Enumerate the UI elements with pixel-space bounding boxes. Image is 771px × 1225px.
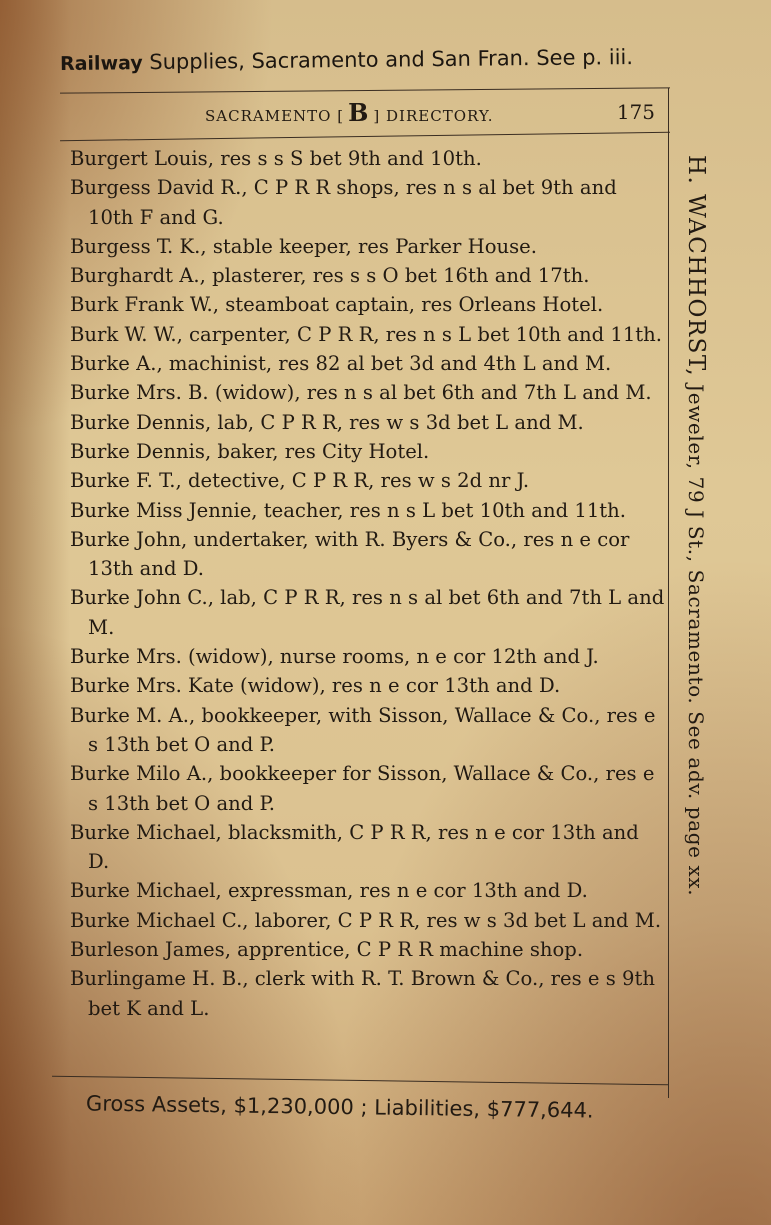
directory-entry: Burke A., machinist, res 82 al bet 3d and 4th L and M. — [70, 352, 612, 376]
directory-entry: Burlingame H. B., clerk with R. T. Brown & Co., res e s 9th bet K and L. — [70, 967, 655, 1020]
directory-entry: Burke Michael C., laborer, C P R R, res w s 3d bet L and M. — [70, 908, 662, 932]
top-advertisement-text: Supplies, Sacramento and San Fran. See p. iii. — [142, 45, 634, 75]
directory-entry: Burke Milo A., bookkeeper for Sisson, Wallace & Co., res e s 13th bet O and P. — [70, 762, 655, 815]
directory-entry: Burke M. A., bookkeeper, with Sisson, Wallace & Co., res e s 13th bet O and P. — [70, 703, 656, 756]
directory-entry: Burke Mrs. Kate (widow), res n e cor 13th and D. — [70, 674, 561, 698]
running-head-title: DIRECTORY. — [386, 107, 494, 125]
directory-entry: Burghardt A., plasterer, res s s O bet 16th and 17th. — [70, 264, 590, 288]
running-head-city: SACRAMENTO — [205, 107, 332, 125]
directory-entry: Burke Mrs. (widow), nurse rooms, n e cor 12th and J. — [70, 645, 599, 669]
side-advertisement-text: Jeweler, 79 J St., Sacramento. See adv. page xx. — [684, 377, 708, 897]
running-head-letter: B — [348, 98, 370, 127]
directory-entry: Burke Dennis, baker, res City Hotel. — [70, 439, 430, 463]
running-head-bracket-close: ] — [373, 107, 381, 125]
top-advertisement-first-word: Railway — [59, 52, 143, 75]
directory-entry: Burk Frank W., steamboat captain, res Orleans Hotel. — [70, 293, 604, 317]
directory-entries — [70, 144, 665, 1023]
directory-entry: Burgert Louis, res s s S bet 9th and 10th. — [70, 147, 482, 170]
running-head-bracket-open: [ — [337, 107, 345, 125]
directory-entry: Burke Mrs. B. (widow), res n s al bet 6th and 7th L and M. — [70, 381, 652, 405]
directory-entry: Burgess David R., C P R R shops, res n s al bet 9th and 10th F and G. — [70, 176, 617, 229]
directory-entry: Burke Miss Jennie, teacher, res n s L bet 10th and 11th. — [70, 498, 627, 522]
directory-entry: Burke Michael, blacksmith, C P R R, res n e cor 13th and D. — [70, 820, 639, 874]
directory-entry: Burgess T. K., stable keeper, res Parker House. — [70, 234, 537, 258]
directory-entry: Burke Dennis, lab, C P R R, res w s 3d bet L and M. — [70, 410, 584, 434]
directory-entry: Burke F. T., detective, C P R R, res w s 2d nr J. — [70, 469, 530, 493]
side-advertisement — [676, 155, 716, 1045]
directory-entry: Burke John C., lab, C P R R, res n s al bet 6th and 7th L and M. — [70, 586, 665, 639]
directory-entry: Burleson James, apprentice, C P R R machine shop. — [70, 938, 584, 962]
directory-entry: Burke John, undertaker, with R. Byers & Co., res n e cor 13th and D. — [70, 527, 630, 581]
top-advertisement-line — [60, 45, 633, 75]
side-advertisement-name: H. WACHHORST, — [683, 155, 709, 378]
running-head — [205, 98, 655, 127]
directory-entry: Burk W. W., carpenter, C P R R, res n s L bet 10th and 11th. — [70, 322, 663, 346]
footer-financials: Gross Assets, $1,230,000 ; Liabilities, $777,644. — [85, 1091, 594, 1123]
directory-entry: Burke Michael, expressman, res n e cor 13th and D. — [70, 879, 588, 903]
page-number: 175 — [616, 100, 655, 124]
